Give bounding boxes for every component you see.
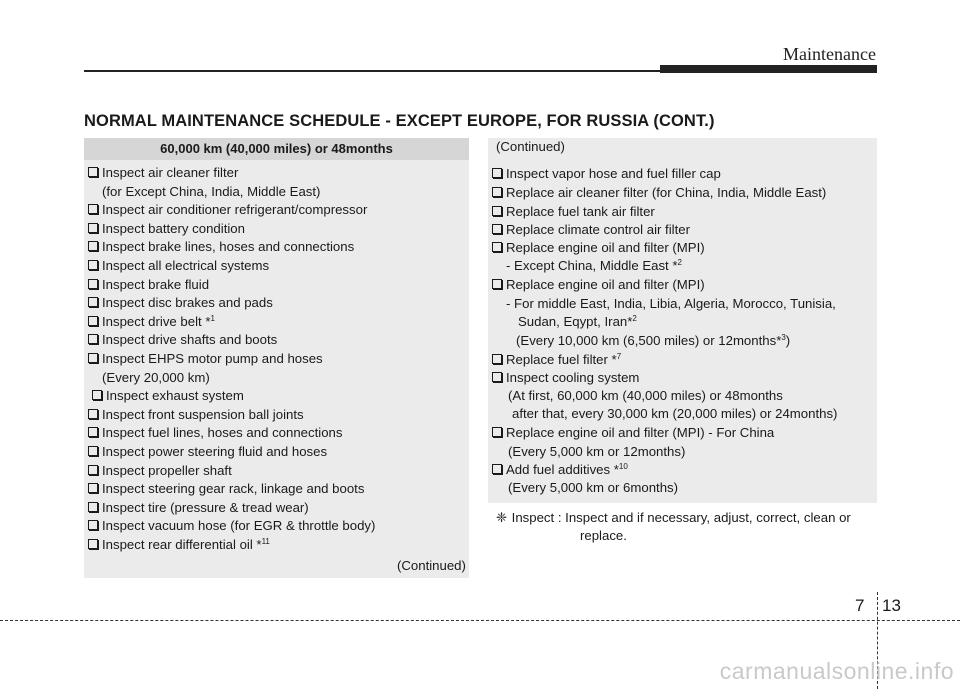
footnote-ref: 1 bbox=[210, 314, 215, 323]
right-item-text: - Except China, Middle East * bbox=[506, 258, 678, 273]
left-item-text: (for Except China, India, Middle East) bbox=[102, 184, 321, 199]
left-item-text: Inspect all electrical systems bbox=[102, 258, 270, 273]
right-item bbox=[506, 258, 682, 274]
footnote-ref: 7 bbox=[616, 352, 622, 361]
left-item-text: Inspect brake fluid bbox=[102, 277, 210, 292]
right-item-text: Sudan, Eqypt, Iran* bbox=[518, 314, 633, 329]
left-item-text: Inspect drive belt * bbox=[102, 314, 211, 329]
checkbox-icon bbox=[88, 520, 98, 530]
right-item-text: after that, every 30,000 km (20,000 miles) or 24months) bbox=[512, 406, 838, 421]
left-item bbox=[88, 518, 375, 534]
checkbox-icon bbox=[92, 390, 102, 400]
left-item bbox=[102, 184, 320, 200]
header-rule-thick bbox=[660, 65, 877, 73]
left-continued: (Continued) bbox=[397, 558, 466, 573]
right-item bbox=[512, 406, 837, 422]
right-item-text: Replace air cleaner filter (for China, India, Middle East) bbox=[506, 185, 827, 200]
checkbox-icon bbox=[88, 334, 98, 344]
left-item bbox=[88, 481, 364, 497]
right-item-text: Replace fuel filter * bbox=[506, 352, 617, 367]
legend-row bbox=[496, 509, 851, 527]
header-rule-thin bbox=[84, 70, 660, 72]
left-item-text: Inspect brake lines, hoses and connections bbox=[102, 239, 355, 254]
page-title: NORMAL MAINTENANCE SCHEDULE - EXCEPT EUROPE, FOR RUSSIA (CONT.) bbox=[84, 112, 715, 130]
checkbox-icon bbox=[492, 354, 502, 364]
right-item-text: Replace engine oil and filter (MPI) bbox=[506, 277, 705, 292]
checkbox-icon bbox=[88, 353, 98, 363]
left-item-text: Inspect tire (pressure & tread wear) bbox=[102, 500, 309, 515]
left-item bbox=[88, 463, 232, 479]
checkbox-icon bbox=[88, 279, 98, 289]
left-item-text: Inspect EHPS motor pump and hoses bbox=[102, 351, 323, 366]
right-item-text: (Every 10,000 km (6,500 miles) or 12months* bbox=[516, 333, 782, 348]
left-item bbox=[88, 537, 270, 553]
left-item-text: Inspect fuel lines, hoses and connections bbox=[102, 425, 343, 440]
checkbox-icon bbox=[492, 279, 502, 289]
right-item-suffix: ) bbox=[785, 333, 791, 348]
left-item bbox=[88, 407, 304, 423]
left-item-text: Inspect rear differential oil * bbox=[102, 537, 262, 552]
right-item bbox=[508, 444, 685, 460]
checkbox-icon bbox=[88, 465, 98, 475]
checkbox-icon bbox=[88, 446, 98, 456]
left-item bbox=[88, 239, 354, 255]
left-item bbox=[102, 370, 210, 386]
right-item bbox=[492, 462, 628, 478]
footnote-ref: 10 bbox=[618, 462, 628, 471]
left-item-text: Inspect steering gear rack, linkage and boots bbox=[102, 481, 365, 496]
checkbox-icon bbox=[88, 427, 98, 437]
right-item-text: Replace engine oil and filter (MPI) bbox=[506, 240, 705, 255]
left-item-text: (Every 20,000 km) bbox=[102, 370, 210, 385]
right-item bbox=[516, 333, 790, 349]
right-item-text: Inspect cooling system bbox=[506, 370, 640, 385]
right-item-text: Inspect vapor hose and fuel filler cap bbox=[506, 166, 721, 181]
left-item bbox=[88, 444, 327, 460]
left-item bbox=[88, 314, 215, 330]
right-item bbox=[492, 185, 826, 201]
checkbox-icon bbox=[88, 316, 98, 326]
right-item bbox=[506, 296, 836, 312]
section-label: Maintenance bbox=[783, 44, 876, 64]
checkbox-icon bbox=[88, 297, 98, 307]
checkbox-icon bbox=[492, 372, 502, 382]
checkbox-icon bbox=[88, 502, 98, 512]
checkbox-icon bbox=[88, 241, 98, 251]
left-item bbox=[88, 221, 245, 237]
legend-symbol: ❈ bbox=[496, 510, 508, 525]
left-item-text: Inspect power steering fluid and hoses bbox=[102, 444, 328, 459]
page-chapter: 7 bbox=[855, 596, 865, 615]
left-item-text: Inspect air conditioner refrigerant/compressor bbox=[102, 202, 368, 217]
right-item bbox=[492, 204, 655, 220]
left-item bbox=[88, 258, 269, 274]
checkbox-icon bbox=[492, 224, 502, 234]
checkbox-icon bbox=[88, 409, 98, 419]
footnote-ref: 3 bbox=[781, 333, 786, 342]
left-item-text: Inspect exhaust system bbox=[106, 388, 244, 403]
right-item-text: (Every 5,000 km or 12months) bbox=[508, 444, 686, 459]
left-item-text: Inspect front suspension ball joints bbox=[102, 407, 304, 422]
right-item-text: Replace engine oil and filter (MPI) - For China bbox=[506, 425, 775, 440]
right-item bbox=[492, 277, 705, 293]
left-item-text: Inspect drive shafts and boots bbox=[102, 332, 278, 347]
footer-rule bbox=[0, 620, 960, 621]
left-item bbox=[92, 388, 244, 404]
legend-note bbox=[496, 509, 851, 545]
checkbox-icon bbox=[88, 483, 98, 493]
checkbox-icon bbox=[492, 464, 502, 474]
checkbox-icon bbox=[492, 427, 502, 437]
checkbox-icon bbox=[492, 168, 502, 178]
left-item bbox=[88, 351, 323, 367]
right-item bbox=[508, 480, 678, 496]
right-continued-top: (Continued) bbox=[496, 139, 565, 154]
right-item-text: - For middle East, India, Libia, Algeria, Morocco, Tunisia, bbox=[506, 296, 836, 311]
right-item bbox=[492, 352, 621, 368]
footnote-ref: 11 bbox=[261, 537, 270, 546]
left-item-text: Inspect propeller shaft bbox=[102, 463, 232, 478]
right-item bbox=[492, 370, 639, 386]
right-item-text: Replace fuel tank air filter bbox=[506, 204, 655, 219]
checkbox-icon bbox=[88, 539, 98, 549]
footnote-ref: 2 bbox=[677, 258, 682, 267]
checkbox-icon bbox=[88, 204, 98, 214]
right-item-text: Add fuel additives * bbox=[506, 462, 619, 477]
right-item-text: Replace climate control air filter bbox=[506, 222, 690, 237]
right-item bbox=[492, 240, 705, 256]
right-item bbox=[492, 425, 774, 441]
legend-text-1: Inspect : Inspect and if necessary, adjust, correct, clean or bbox=[511, 510, 851, 525]
left-item-text: Inspect battery condition bbox=[102, 221, 245, 236]
right-item bbox=[492, 222, 690, 238]
right-item bbox=[518, 314, 637, 330]
left-item bbox=[88, 165, 238, 181]
checkbox-icon bbox=[492, 187, 502, 197]
page-number: 13 bbox=[882, 596, 901, 615]
left-item-text: Inspect disc brakes and pads bbox=[102, 295, 273, 310]
right-item-text: (Every 5,000 km or 6months) bbox=[508, 480, 679, 495]
left-item bbox=[88, 295, 273, 311]
checkbox-icon bbox=[88, 223, 98, 233]
left-item bbox=[88, 425, 342, 441]
checkbox-icon bbox=[492, 206, 502, 216]
watermark: carmanualsonline.info bbox=[719, 658, 954, 684]
checkbox-icon bbox=[88, 260, 98, 270]
footnote-ref: 2 bbox=[632, 314, 637, 323]
right-item bbox=[492, 166, 721, 182]
right-item bbox=[508, 388, 783, 404]
left-item-text: Inspect vacuum hose (for EGR & throttle body) bbox=[102, 518, 376, 533]
left-item bbox=[88, 202, 367, 218]
checkbox-icon bbox=[492, 242, 502, 252]
left-item bbox=[88, 277, 209, 293]
left-item-text: Inspect air cleaner filter bbox=[102, 165, 239, 180]
checkbox-icon bbox=[88, 167, 98, 177]
right-item-text: (At first, 60,000 km (40,000 miles) or 48months bbox=[508, 388, 783, 403]
left-item bbox=[88, 332, 277, 348]
legend-text-2: replace. bbox=[580, 528, 627, 543]
left-panel-heading: 60,000 km (40,000 miles) or 48months bbox=[84, 138, 469, 160]
left-item bbox=[88, 500, 309, 516]
